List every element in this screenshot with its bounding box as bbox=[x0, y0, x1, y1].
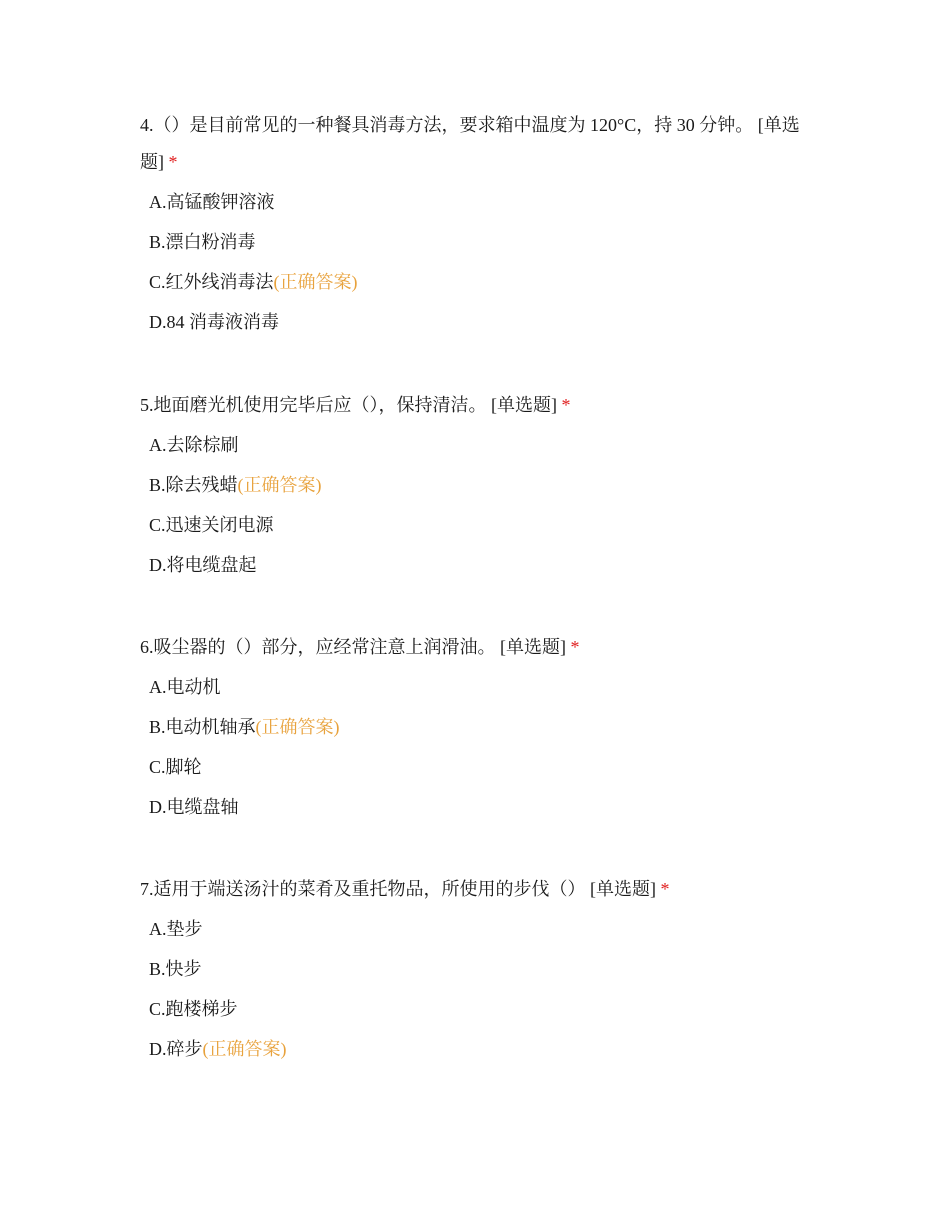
question-7 bbox=[140, 871, 815, 1078]
option-text: B.除去残蜡 bbox=[149, 475, 238, 495]
option-list bbox=[140, 918, 815, 1078]
option-a bbox=[149, 676, 815, 716]
option-d bbox=[149, 796, 815, 836]
question-5 bbox=[140, 387, 815, 594]
option-a bbox=[149, 191, 815, 231]
option-text: D.84 消毒液消毒 bbox=[149, 312, 279, 332]
option-text: C.红外线消毒法 bbox=[149, 272, 274, 292]
required-mark: * bbox=[660, 879, 670, 899]
option-c bbox=[149, 998, 815, 1038]
option-b bbox=[149, 231, 815, 271]
question-text: 4.（）是目前常见的一种餐具消毒方法，要求箱中温度为 120°C，持 30 分钟。 [单选题] bbox=[140, 115, 800, 172]
option-d bbox=[149, 554, 815, 594]
option-c bbox=[149, 514, 815, 554]
option-a bbox=[149, 918, 815, 958]
question-4 bbox=[140, 107, 815, 351]
correct-answer-label: (正确答案) bbox=[202, 1039, 287, 1059]
option-b bbox=[149, 716, 815, 756]
option-list bbox=[140, 676, 815, 836]
option-a bbox=[149, 434, 815, 474]
question-title bbox=[140, 871, 815, 908]
option-text: B.快步 bbox=[149, 959, 202, 979]
option-b bbox=[149, 958, 815, 998]
option-text: C.迅速关闭电源 bbox=[149, 515, 274, 535]
option-text: C.脚轮 bbox=[149, 757, 202, 777]
option-list bbox=[140, 191, 815, 351]
question-title bbox=[140, 387, 815, 424]
option-text: A.高锰酸钾溶液 bbox=[149, 192, 275, 212]
correct-answer-label: (正确答案) bbox=[273, 272, 358, 292]
option-text: D.碎步 bbox=[149, 1039, 203, 1059]
required-mark: * bbox=[570, 637, 580, 657]
question-text: 7.适用于端送汤汁的菜肴及重托物品，所使用的步伐（） [单选题] bbox=[140, 879, 656, 899]
correct-answer-label: (正确答案) bbox=[255, 717, 340, 737]
option-b bbox=[149, 474, 815, 514]
required-mark: * bbox=[168, 152, 178, 172]
question-6 bbox=[140, 629, 815, 836]
required-mark: * bbox=[561, 395, 571, 415]
correct-answer-label: (正确答案) bbox=[237, 475, 322, 495]
option-text: A.垫步 bbox=[149, 919, 203, 939]
question-text: 6.吸尘器的（）部分，应经常注意上润滑油。 [单选题] bbox=[140, 637, 566, 657]
option-text: A.电动机 bbox=[149, 677, 221, 697]
option-c bbox=[149, 271, 815, 311]
option-text: A.去除棕刷 bbox=[149, 435, 239, 455]
question-title bbox=[140, 629, 815, 666]
question-title bbox=[140, 107, 815, 181]
option-text: D.电缆盘轴 bbox=[149, 797, 239, 817]
option-list bbox=[140, 434, 815, 594]
option-c bbox=[149, 756, 815, 796]
option-text: C.跑楼梯步 bbox=[149, 999, 238, 1019]
option-text: B.漂白粉消毒 bbox=[149, 232, 256, 252]
option-text: D.将电缆盘起 bbox=[149, 555, 257, 575]
question-text: 5.地面磨光机使用完毕后应（），保持清洁。 [单选题] bbox=[140, 395, 557, 415]
option-d bbox=[149, 311, 815, 351]
option-text: B.电动机轴承 bbox=[149, 717, 256, 737]
option-d bbox=[149, 1038, 815, 1078]
